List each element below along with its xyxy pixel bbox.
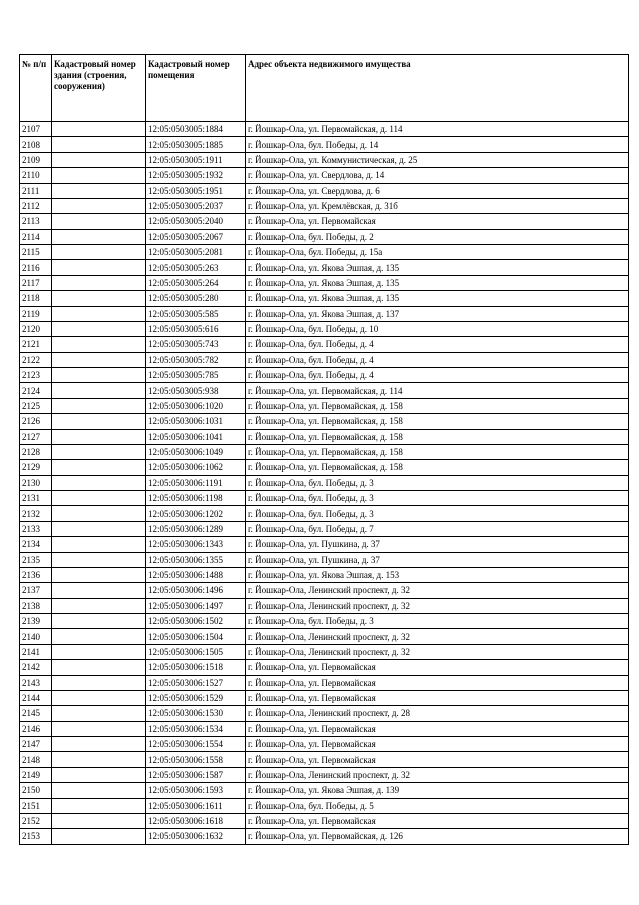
row-number-cell: 2146 [20,721,52,736]
building-cadastral-cell [52,168,146,183]
building-cadastral-cell [52,737,146,752]
building-cadastral-cell [52,537,146,552]
row-number-cell: 2145 [20,706,52,721]
room-cadastral-cell: 12:05:0503006:1041 [146,429,246,444]
room-cadastral-cell: 12:05:0503005:2081 [146,245,246,260]
building-cadastral-cell [52,398,146,413]
building-cadastral-cell [52,675,146,690]
building-cadastral-cell [52,629,146,644]
table-row [20,506,629,521]
address-cell: г. Йошкар-Ола, бул. Победы, д. 10 [246,321,629,336]
row-number-cell: 2112 [20,198,52,213]
row-number-cell: 2107 [20,122,52,137]
table-row [20,552,629,567]
building-cadastral-cell [52,229,146,244]
table-row [20,122,629,137]
row-number-cell: 2153 [20,829,52,844]
building-cadastral-cell [52,475,146,490]
table-row [20,168,629,183]
building-cadastral-cell [52,813,146,828]
row-number-cell: 2131 [20,491,52,506]
row-number-cell: 2111 [20,183,52,198]
address-cell: г. Йошкар-Ола, ул. Первомайская [246,675,629,690]
row-number-cell: 2110 [20,168,52,183]
table-row [20,690,629,705]
building-cadastral-cell [52,321,146,336]
row-number-cell: 2151 [20,798,52,813]
table-row [20,260,629,275]
building-cadastral-cell [52,567,146,582]
table-row [20,706,629,721]
table-row [20,229,629,244]
row-number-cell: 2116 [20,260,52,275]
row-number-cell: 2113 [20,214,52,229]
property-registry-table [19,54,629,845]
table-row [20,598,629,613]
table-row [20,721,629,736]
room-cadastral-cell: 12:05:0503005:2037 [146,198,246,213]
row-number-cell: 2123 [20,368,52,383]
building-cadastral-cell [52,260,146,275]
table-row [20,291,629,306]
building-cadastral-cell [52,414,146,429]
building-cadastral-cell [52,583,146,598]
address-cell: г. Йошкар-Ола, ул. Якова Эшпая, д. 135 [246,291,629,306]
table-row [20,783,629,798]
building-cadastral-cell [52,506,146,521]
row-number-cell: 2109 [20,152,52,167]
table-row [20,675,629,690]
table-row [20,583,629,598]
room-cadastral-cell: 12:05:0503006:1289 [146,521,246,536]
table-row [20,321,629,336]
room-cadastral-cell: 12:05:0503006:1504 [146,629,246,644]
table-row [20,214,629,229]
row-number-cell: 2148 [20,752,52,767]
row-number-cell: 2121 [20,337,52,352]
room-cadastral-cell: 12:05:0503006:1618 [146,813,246,828]
room-cadastral-cell: 12:05:0503006:1505 [146,644,246,659]
building-cadastral-cell [52,521,146,536]
building-cadastral-cell [52,275,146,290]
header-address: Адрес объекта недвижимого имущества [246,55,629,122]
address-cell: г. Йошкар-Ола, ул. Первомайская, д. 158 [246,429,629,444]
table-row [20,137,629,152]
row-number-cell: 2135 [20,552,52,567]
row-number-cell: 2124 [20,383,52,398]
row-number-cell: 2122 [20,352,52,367]
table-row [20,521,629,536]
row-number-cell: 2132 [20,506,52,521]
row-number-cell: 2115 [20,245,52,260]
room-cadastral-cell: 12:05:0503006:1554 [146,737,246,752]
address-cell: г. Йошкар-Ола, ул. Якова Эшпая, д. 139 [246,783,629,798]
address-cell: г. Йошкар-Ола, бул. Победы, д. 3 [246,475,629,490]
building-cadastral-cell [52,798,146,813]
address-cell: г. Йошкар-Ола, Ленинский проспект, д. 32 [246,583,629,598]
building-cadastral-cell [52,352,146,367]
address-cell: г. Йошкар-Ола, ул. Свердлова, д. 6 [246,183,629,198]
building-cadastral-cell [52,383,146,398]
table-row [20,183,629,198]
table-header [20,55,629,122]
building-cadastral-cell [52,444,146,459]
room-cadastral-cell: 12:05:0503006:1355 [146,552,246,567]
table-row [20,383,629,398]
room-cadastral-cell: 12:05:0503005:1951 [146,183,246,198]
table-row [20,337,629,352]
building-cadastral-cell [52,214,146,229]
room-cadastral-cell: 12:05:0503006:1534 [146,721,246,736]
table-row [20,444,629,459]
room-cadastral-cell: 12:05:0503006:1527 [146,675,246,690]
building-cadastral-cell [52,291,146,306]
room-cadastral-cell: 12:05:0503006:1502 [146,614,246,629]
room-cadastral-cell: 12:05:0503005:264 [146,275,246,290]
row-number-cell: 2133 [20,521,52,536]
address-cell: г. Йошкар-Ола, бул. Победы, д. 4 [246,337,629,352]
row-number-cell: 2140 [20,629,52,644]
row-number-cell: 2149 [20,767,52,782]
building-cadastral-cell [52,198,146,213]
room-cadastral-cell: 12:05:0503006:1587 [146,767,246,782]
room-cadastral-cell: 12:05:0503005:1885 [146,137,246,152]
row-number-cell: 2137 [20,583,52,598]
address-cell: г. Йошкар-Ола, бул. Победы, д. 3 [246,506,629,521]
address-cell: г. Йошкар-Ола, бул. Победы, д. 3 [246,614,629,629]
row-number-cell: 2147 [20,737,52,752]
table-row [20,352,629,367]
address-cell: г. Йошкар-Ола, бул. Победы, д. 2 [246,229,629,244]
table-body [20,122,629,845]
address-cell: г. Йошкар-Ола, ул. Якова Эшпая, д. 137 [246,306,629,321]
row-number-cell: 2129 [20,460,52,475]
table-row [20,567,629,582]
row-number-cell: 2114 [20,229,52,244]
table-row [20,245,629,260]
table-row [20,813,629,828]
room-cadastral-cell: 12:05:0503006:1529 [146,690,246,705]
table-row [20,275,629,290]
building-cadastral-cell [52,614,146,629]
row-number-cell: 2127 [20,429,52,444]
row-number-cell: 2141 [20,644,52,659]
address-cell: г. Йошкар-Ола, ул. Первомайская, д. 126 [246,829,629,844]
address-cell: г. Йошкар-Ола, ул. Первомайская [246,737,629,752]
row-number-cell: 2138 [20,598,52,613]
table-row [20,491,629,506]
room-cadastral-cell: 12:05:0503006:1020 [146,398,246,413]
building-cadastral-cell [52,122,146,137]
table-row [20,829,629,844]
row-number-cell: 2150 [20,783,52,798]
building-cadastral-cell [52,460,146,475]
table-row [20,429,629,444]
row-number-cell: 2139 [20,614,52,629]
header-room-cadastral: Кадастровый номер помещения [146,55,246,122]
room-cadastral-cell: 12:05:0503005:1932 [146,168,246,183]
row-number-cell: 2142 [20,660,52,675]
room-cadastral-cell: 12:05:0503005:782 [146,352,246,367]
address-cell: г. Йошкар-Ола, ул. Первомайская, д. 158 [246,444,629,459]
building-cadastral-cell [52,706,146,721]
address-cell: г. Йошкар-Ола, бул. Победы, д. 3 [246,491,629,506]
table-row [20,660,629,675]
room-cadastral-cell: 12:05:0503006:1530 [146,706,246,721]
address-cell: г. Йошкар-Ола, ул. Якова Эшпая, д. 135 [246,260,629,275]
address-cell: г. Йошкар-Ола, ул. Свердлова, д. 14 [246,168,629,183]
building-cadastral-cell [52,598,146,613]
room-cadastral-cell: 12:05:0503006:1518 [146,660,246,675]
row-number-cell: 2134 [20,537,52,552]
room-cadastral-cell: 12:05:0503006:1611 [146,798,246,813]
row-number-cell: 2152 [20,813,52,828]
address-cell: г. Йошкар-Ола, ул. Первомайская, д. 158 [246,398,629,413]
building-cadastral-cell [52,552,146,567]
row-number-cell: 2117 [20,275,52,290]
table-row [20,798,629,813]
table-row [20,537,629,552]
building-cadastral-cell [52,306,146,321]
building-cadastral-cell [52,752,146,767]
address-cell: г. Йошкар-Ола, ул. Первомайская [246,214,629,229]
room-cadastral-cell: 12:05:0503006:1202 [146,506,246,521]
building-cadastral-cell [52,644,146,659]
building-cadastral-cell [52,829,146,844]
header-building-cadastral: Кадастровый номер здания (строения, сооружения) [52,55,146,122]
room-cadastral-cell: 12:05:0503005:743 [146,337,246,352]
address-cell: г. Йошкар-Ола, Ленинский проспект, д. 32 [246,644,629,659]
address-cell: г. Йошкар-Ола, бул. Победы, д. 4 [246,352,629,367]
address-cell: г. Йошкар-Ола, бул. Победы, д. 7 [246,521,629,536]
building-cadastral-cell [52,137,146,152]
address-cell: г. Йошкар-Ола, ул. Первомайская [246,660,629,675]
building-cadastral-cell [52,721,146,736]
building-cadastral-cell [52,491,146,506]
address-cell: г. Йошкар-Ола, ул. Якова Эшпая, д. 153 [246,567,629,582]
room-cadastral-cell: 12:05:0503005:2040 [146,214,246,229]
table-row [20,752,629,767]
room-cadastral-cell: 12:05:0503006:1632 [146,829,246,844]
building-cadastral-cell [52,690,146,705]
room-cadastral-cell: 12:05:0503006:1343 [146,537,246,552]
building-cadastral-cell [52,183,146,198]
row-number-cell: 2125 [20,398,52,413]
row-number-cell: 2143 [20,675,52,690]
row-number-cell: 2120 [20,321,52,336]
address-cell: г. Йошкар-Ола, ул. Пушкина, д. 37 [246,537,629,552]
room-cadastral-cell: 12:05:0503006:1497 [146,598,246,613]
building-cadastral-cell [52,245,146,260]
room-cadastral-cell: 12:05:0503005:280 [146,291,246,306]
table-row [20,644,629,659]
address-cell: г. Йошкар-Ола, ул. Кремлёвская, д. 31б [246,198,629,213]
building-cadastral-cell [52,368,146,383]
row-number-cell: 2126 [20,414,52,429]
room-cadastral-cell: 12:05:0503005:2067 [146,229,246,244]
address-cell: г. Йошкар-Ола, ул. Первомайская, д. 158 [246,460,629,475]
room-cadastral-cell: 12:05:0503005:616 [146,321,246,336]
table-row [20,152,629,167]
room-cadastral-cell: 12:05:0503006:1496 [146,583,246,598]
building-cadastral-cell [52,337,146,352]
room-cadastral-cell: 12:05:0503005:585 [146,306,246,321]
building-cadastral-cell [52,429,146,444]
room-cadastral-cell: 12:05:0503005:785 [146,368,246,383]
header-row [20,55,629,122]
table-row [20,460,629,475]
table-row [20,737,629,752]
address-cell: г. Йошкар-Ола, Ленинский проспект, д. 28 [246,706,629,721]
address-cell: г. Йошкар-Ола, Ленинский проспект, д. 32 [246,767,629,782]
room-cadastral-cell: 12:05:0503006:1049 [146,444,246,459]
address-cell: г. Йошкар-Ола, ул. Первомайская, д. 158 [246,414,629,429]
address-cell: г. Йошкар-Ола, ул. Первомайская [246,752,629,767]
room-cadastral-cell: 12:05:0503006:1593 [146,783,246,798]
address-cell: г. Йошкар-Ола, бул. Победы, д. 5 [246,798,629,813]
row-number-cell: 2144 [20,690,52,705]
room-cadastral-cell: 12:05:0503006:1062 [146,460,246,475]
row-number-cell: 2136 [20,567,52,582]
table-row [20,629,629,644]
address-cell: г. Йошкар-Ола, Ленинский проспект, д. 32 [246,629,629,644]
address-cell: г. Йошкар-Ола, бул. Победы, д. 14 [246,137,629,152]
row-number-cell: 2119 [20,306,52,321]
header-num: № п/п [20,55,52,122]
address-cell: г. Йошкар-Ола, ул. Первомайская, д. 114 [246,383,629,398]
room-cadastral-cell: 12:05:0503005:263 [146,260,246,275]
table-row [20,614,629,629]
building-cadastral-cell [52,660,146,675]
room-cadastral-cell: 12:05:0503006:1191 [146,475,246,490]
table-row [20,198,629,213]
table-row [20,475,629,490]
row-number-cell: 2128 [20,444,52,459]
address-cell: г. Йошкар-Ола, ул. Первомайская [246,721,629,736]
room-cadastral-cell: 12:05:0503005:938 [146,383,246,398]
room-cadastral-cell: 12:05:0503005:1884 [146,122,246,137]
room-cadastral-cell: 12:05:0503006:1488 [146,567,246,582]
table-row [20,767,629,782]
table-row [20,368,629,383]
address-cell: г. Йошкар-Ола, бул. Победы, д. 15а [246,245,629,260]
building-cadastral-cell [52,783,146,798]
table-row [20,414,629,429]
address-cell: г. Йошкар-Ола, Ленинский проспект, д. 32 [246,598,629,613]
room-cadastral-cell: 12:05:0503006:1198 [146,491,246,506]
table-row [20,398,629,413]
building-cadastral-cell [52,767,146,782]
row-number-cell: 2130 [20,475,52,490]
row-number-cell: 2108 [20,137,52,152]
address-cell: г. Йошкар-Ола, ул. Коммунистическая, д. 25 [246,152,629,167]
address-cell: г. Йошкар-Ола, ул. Пушкина, д. 37 [246,552,629,567]
room-cadastral-cell: 12:05:0503005:1911 [146,152,246,167]
room-cadastral-cell: 12:05:0503006:1031 [146,414,246,429]
address-cell: г. Йошкар-Ола, бул. Победы, д. 4 [246,368,629,383]
address-cell: г. Йошкар-Ола, ул. Якова Эшпая, д. 135 [246,275,629,290]
address-cell: г. Йошкар-Ола, ул. Первомайская [246,690,629,705]
address-cell: г. Йошкар-Ола, ул. Первомайская [246,813,629,828]
row-number-cell: 2118 [20,291,52,306]
table-row [20,306,629,321]
address-cell: г. Йошкар-Ола, ул. Первомайская, д. 114 [246,122,629,137]
building-cadastral-cell [52,152,146,167]
room-cadastral-cell: 12:05:0503006:1558 [146,752,246,767]
